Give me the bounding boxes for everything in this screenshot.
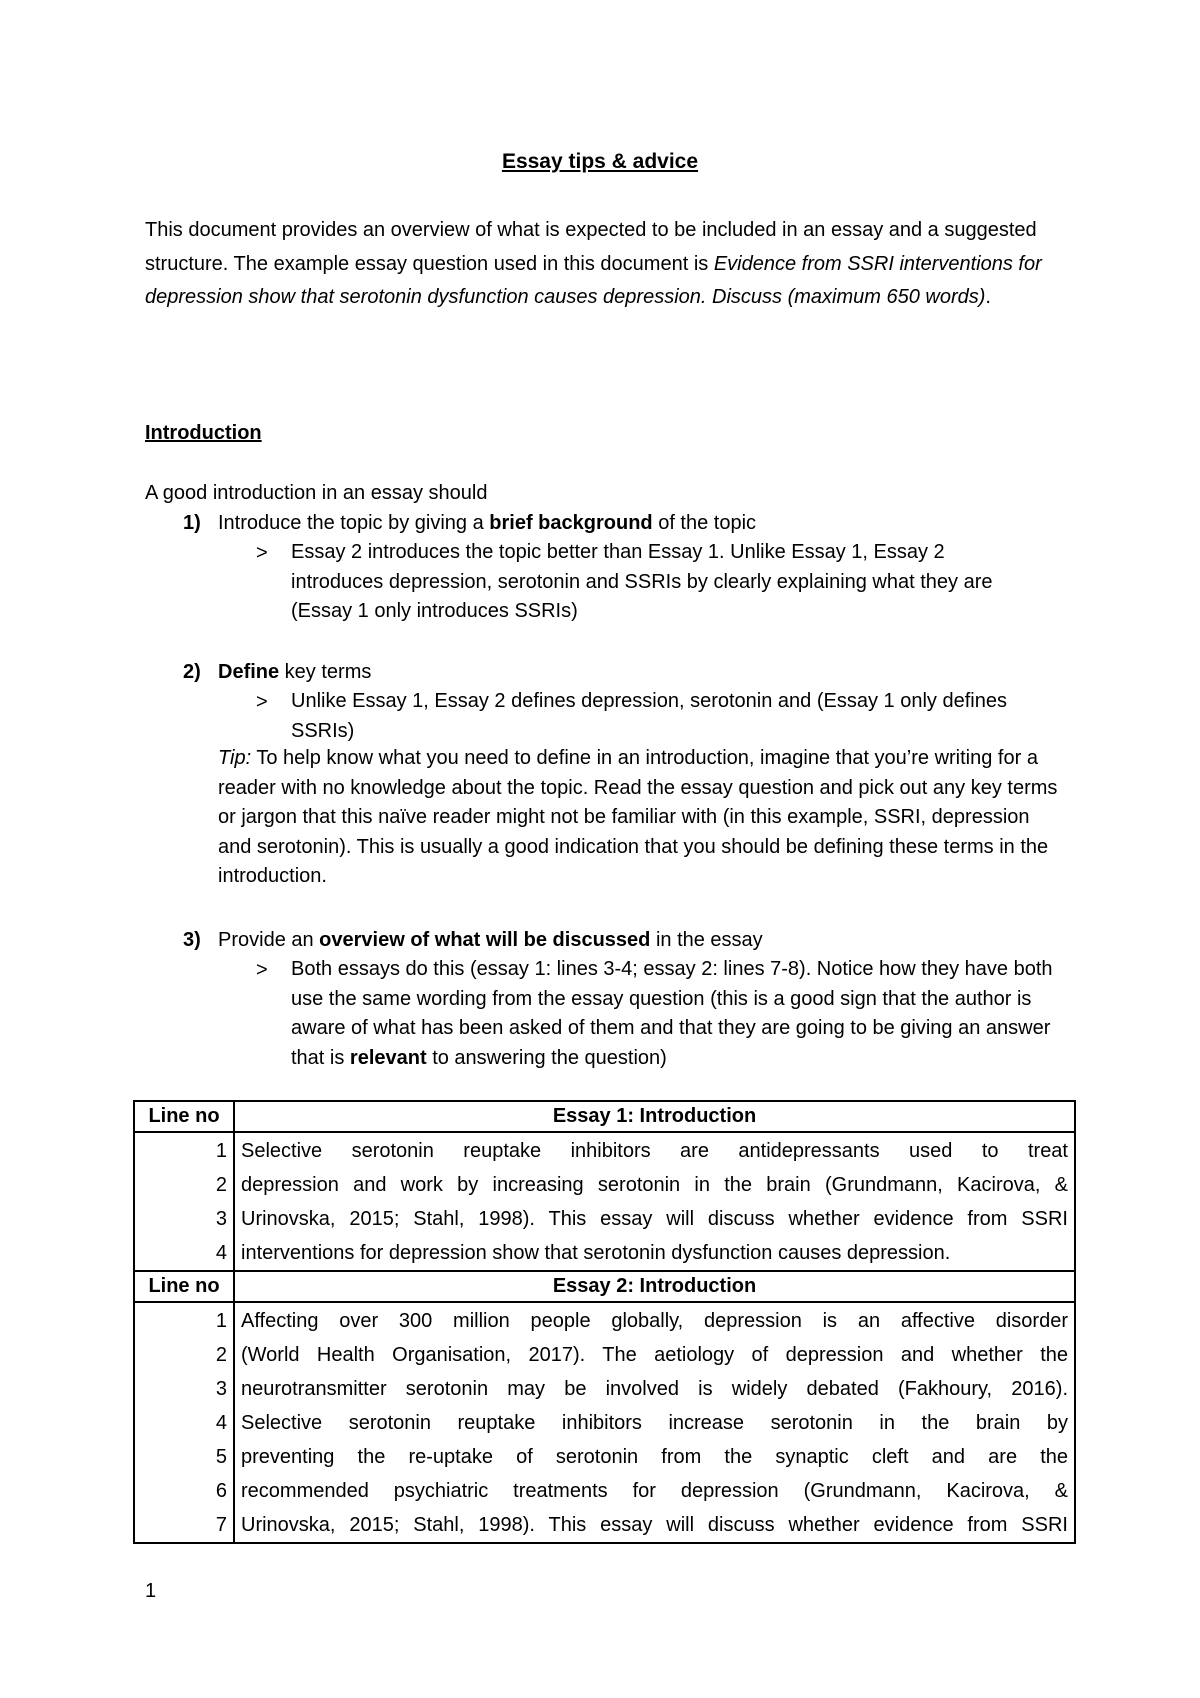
section-lead: A good introduction in an essay should bbox=[145, 482, 488, 504]
point-3-text bbox=[218, 925, 763, 955]
line-no-header: Line no bbox=[134, 1271, 234, 1302]
line-number: 3 bbox=[215, 1378, 227, 1400]
point-3-pre: Provide an bbox=[218, 929, 320, 951]
point-1-sub: Essay 2 introduces the topic better than Essay 1. Unlike Essay 1, Essay 2 introduces depression, serotonin and SSRIs by clearly explaining what they are (Essay 1 only introduces SSRIs) bbox=[291, 541, 993, 622]
line-number: 1 bbox=[215, 1140, 227, 1162]
essay-line: neurotransmitter serotonin may be involved is widely debated (Fakhoury, 2016). bbox=[241, 1378, 1068, 1400]
line-number: 7 bbox=[215, 1514, 227, 1536]
essay-line: preventing the re-uptake of serotonin from the synaptic cleft and are the bbox=[241, 1446, 1068, 1468]
point-3-sub-bold: relevant bbox=[349, 1046, 427, 1069]
intro-lead-text: This document provides an overview of what is expected to be included in an essay and a suggested structure. The example essay question used in this document is bbox=[145, 219, 1037, 275]
essay-2-header-row bbox=[134, 1271, 1075, 1302]
essay-line: interventions for depression show that serotonin dysfunction causes depression. bbox=[241, 1242, 951, 1264]
essay-2-heading: Essay 2: Introduction bbox=[234, 1271, 1075, 1302]
intro-paragraph bbox=[145, 214, 1055, 315]
essay-line: Selective serotonin reuptake inhibitors are antidepressants used to treat bbox=[241, 1140, 1068, 1162]
point-3-sub-post: to answering the question) bbox=[426, 1046, 667, 1069]
essay-line: Affecting over 300 million people globally, depression is an affective disorder bbox=[241, 1310, 1068, 1332]
point-1-bold: brief background bbox=[489, 512, 653, 534]
point-2-arrow-icon: > bbox=[256, 691, 268, 713]
point-1-post: of the topic bbox=[652, 512, 757, 534]
section-heading: Introduction bbox=[145, 422, 262, 444]
point-2-sub: Unlike Essay 1, Essay 2 defines depression, serotonin and (Essay 1 only defines SSRIs) bbox=[291, 690, 1007, 742]
point-1-pre: Introduce the topic by giving a bbox=[218, 512, 490, 534]
page-number: 1 bbox=[145, 1580, 157, 1602]
point-3-bold: overview of what will be discussed bbox=[319, 929, 651, 951]
point-1-text bbox=[218, 508, 756, 538]
essay-2-line-numbers bbox=[134, 1302, 234, 1543]
document-title: Essay tips & advice bbox=[501, 150, 699, 173]
essay-line: Urinovska, 2015; Stahl, 1998). This essay will discuss whether evidence from SSRI bbox=[241, 1514, 1068, 1536]
essay-line: depression and work by increasing serotonin in the brain (Grundmann, Kacirova, & bbox=[241, 1174, 1068, 1196]
point-2-number: 2) bbox=[183, 661, 201, 683]
essay-line: (World Health Organisation, 2017). The aetiology of depression and whether the bbox=[241, 1344, 1068, 1366]
point-2-post: key terms bbox=[279, 661, 372, 683]
line-number: 6 bbox=[215, 1480, 227, 1502]
point-1-arrow-icon: > bbox=[256, 542, 268, 564]
essay-2-text bbox=[234, 1302, 1075, 1543]
essay-comparison-table bbox=[133, 1100, 1076, 1544]
point-3-sub bbox=[291, 955, 1061, 1073]
essay-1-text bbox=[234, 1132, 1075, 1271]
tip-text: To help know what you need to define in an introduction, imagine that you’re writing for a reader with no knowledge about the topic. Read the essay question and pick out any key terms or jargon that this naïve reader might not be familiar with (in this example, SSRI, depression and serotonin). This is usually a good indication that you should be defining these terms in the introduction. bbox=[218, 747, 1058, 887]
point-2-text bbox=[218, 657, 371, 687]
point-3-number: 3) bbox=[183, 929, 201, 951]
point-1-number: 1) bbox=[183, 512, 201, 534]
essay-line: recommended psychiatric treatments for depression (Grundmann, Kacirova, & bbox=[241, 1480, 1068, 1502]
intro-end-text: . bbox=[985, 286, 991, 308]
point-3-sub-pre: Both essays do this (essay 1: lines 3-4; essay 2: lines 7-8). Notice how they have both use the same wording from the essay question (this is a good sign that the author is aware of what has been asked of them and that they are going to be giving an answer that is bbox=[291, 958, 1053, 1069]
line-number: 4 bbox=[215, 1412, 227, 1434]
line-number: 2 bbox=[215, 1344, 227, 1366]
essay-question-text: Evidence from SSRI interventions for depression show that serotonin dysfunction causes depression. Discuss (maximum 650 words) bbox=[145, 252, 1042, 308]
point-2-tip bbox=[218, 744, 1068, 892]
line-no-header: Line no bbox=[134, 1101, 234, 1132]
essay-1-body-row bbox=[134, 1132, 1075, 1271]
line-number: 3 bbox=[215, 1208, 227, 1230]
essay-1-header-row bbox=[134, 1101, 1075, 1132]
line-number: 4 bbox=[215, 1242, 227, 1264]
essay-1-heading: Essay 1: Introduction bbox=[234, 1101, 1075, 1132]
line-number: 1 bbox=[215, 1310, 227, 1332]
essay-2-body-row bbox=[134, 1302, 1075, 1543]
essay-1-line-numbers bbox=[134, 1132, 234, 1271]
point-3-arrow-icon: > bbox=[256, 959, 268, 981]
point-3-post: in the essay bbox=[650, 929, 763, 951]
tip-label: Tip: bbox=[218, 747, 252, 769]
line-number: 2 bbox=[215, 1174, 227, 1196]
line-number: 5 bbox=[215, 1446, 227, 1468]
essay-line: Selective serotonin reuptake inhibitors increase serotonin in the brain by bbox=[241, 1412, 1068, 1434]
point-2-bold: Define bbox=[218, 661, 280, 683]
essay-line: Urinovska, 2015; Stahl, 1998). This essay will discuss whether evidence from SSRI bbox=[241, 1208, 1068, 1230]
